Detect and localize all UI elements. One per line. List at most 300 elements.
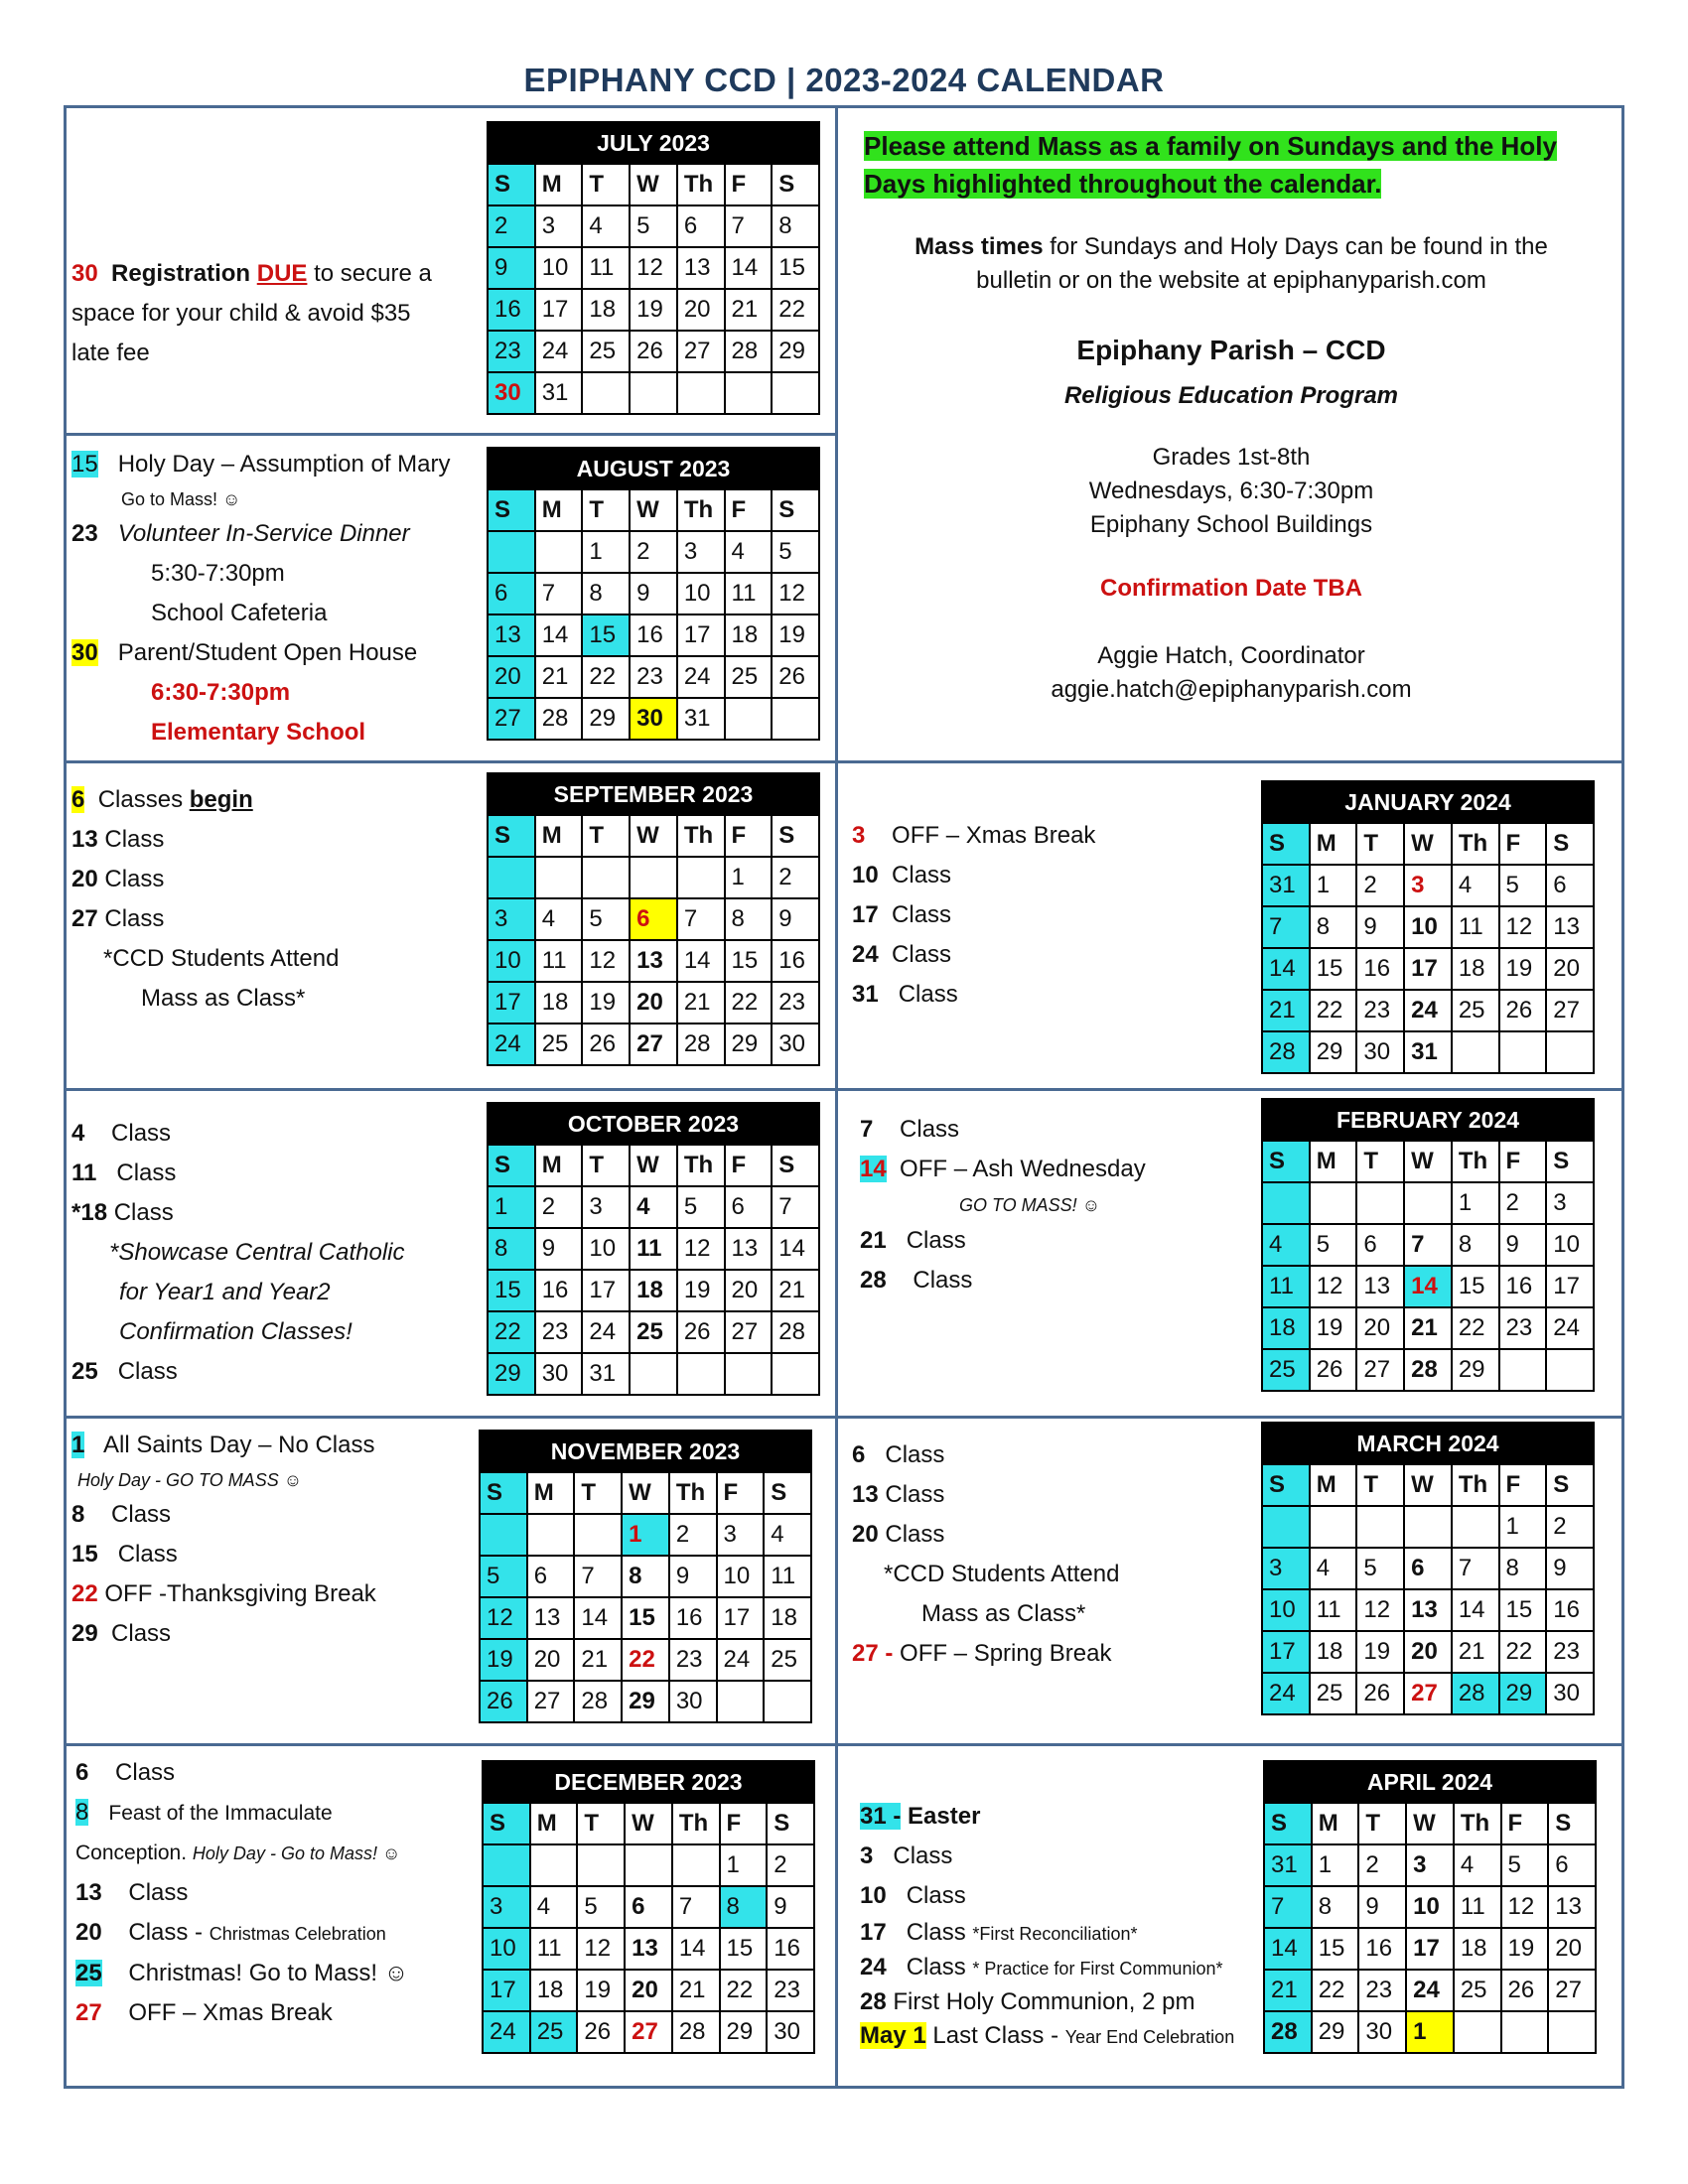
note-date: 31	[852, 981, 879, 1008]
calendar-day: 26	[480, 1681, 527, 1722]
info-banner-wrap	[864, 127, 1579, 203]
calendar-day: 16	[1546, 1589, 1594, 1631]
calendar-blank	[772, 1353, 819, 1395]
note-text: *Showcase Central Catholic	[109, 1239, 405, 1266]
weekday-label: S	[1546, 823, 1594, 865]
note-date: 27	[71, 905, 98, 932]
calendar-day: 28	[1262, 1031, 1310, 1073]
calendar-day: 13	[630, 940, 677, 982]
weekday-label: W	[625, 1803, 672, 1844]
calendar-day: 22	[772, 289, 819, 331]
calendar-day: 1	[1406, 2011, 1454, 2053]
calendar-day: 11	[530, 1928, 578, 1970]
weekday-label: W	[1404, 1141, 1452, 1182]
weekday-label: T	[582, 164, 630, 205]
calendar-blank	[1454, 2011, 1501, 2053]
weekday-label: M	[535, 1145, 583, 1186]
calendar-day: 14	[672, 1928, 720, 1970]
note-text: Class	[111, 1501, 172, 1528]
weekday-label: Th	[672, 1803, 720, 1844]
note-text: Class	[885, 1481, 945, 1508]
calendar-day: 18	[535, 982, 583, 1024]
note-text: Elementary School	[151, 719, 366, 746]
weekday-label: T	[582, 489, 630, 531]
calendar-august-2023	[487, 447, 820, 741]
calendar-blank	[725, 698, 773, 740]
note-text: All Saints Day – No Class	[103, 1432, 375, 1458]
calendar-day: 28	[1404, 1349, 1452, 1391]
calendar-day: 24	[483, 2011, 530, 2053]
weekday-label: W	[630, 164, 677, 205]
calendar-day: 13	[488, 614, 535, 656]
calendar-day: 21	[1262, 990, 1310, 1031]
note-text: Class	[906, 1227, 966, 1254]
calendar-day: 29	[772, 331, 819, 372]
calendar-blank	[630, 857, 677, 898]
note-text: *CCD Students Attend	[884, 1561, 1120, 1587]
calendar-day: 19	[577, 1970, 625, 2011]
calendar-day: 2	[1546, 1506, 1594, 1548]
note-text: OFF – Ash Wednesday	[900, 1156, 1146, 1182]
notes-december	[75, 1753, 408, 2033]
note-date: 20	[75, 1919, 102, 1946]
notes-august	[71, 445, 451, 752]
calendar-day: 21	[677, 982, 725, 1024]
calendar-day: 26	[772, 656, 819, 698]
weekday-label: Th	[1452, 1141, 1499, 1182]
note-date: 13	[75, 1879, 102, 1906]
note-date: 10	[860, 1882, 887, 1909]
calendar-day: 26	[630, 331, 677, 372]
calendar-day: 30	[1358, 2011, 1406, 2053]
weekday-label: F	[725, 164, 773, 205]
weekday-label: M	[535, 815, 583, 857]
calendar-day: 23	[630, 656, 677, 698]
calendar-day: 24	[1404, 990, 1452, 1031]
note-text: Year End Celebration	[1064, 2027, 1235, 2047]
calendar-day: 13	[1546, 906, 1594, 948]
note-text: First Holy Communion, 2 pm	[893, 1988, 1196, 2015]
calendar-day: 30	[1546, 1673, 1594, 1714]
calendar-day: 15	[772, 247, 819, 289]
calendar-day: 1	[1452, 1182, 1499, 1224]
note-text: Class	[116, 1160, 177, 1186]
note-date: 11	[71, 1160, 97, 1186]
note-text: GO TO MASS! ☺	[959, 1195, 1101, 1215]
calendar-day: 12	[577, 1928, 625, 1970]
note-date: 4	[71, 1120, 85, 1147]
calendar-day: 22	[1499, 1631, 1547, 1673]
note-text: *First Reconciliation*	[972, 1924, 1138, 1944]
calendar-day: 16	[1358, 1928, 1406, 1970]
calendar-day: 1	[1499, 1506, 1547, 1548]
calendar-day: 14	[1404, 1266, 1452, 1307]
calendar-blank	[1499, 1031, 1547, 1073]
calendar-day: 21	[535, 656, 583, 698]
month-header: SEPTEMBER 2023	[488, 773, 819, 815]
calendar-day: 4	[582, 205, 630, 247]
calendar-day: 20	[527, 1639, 575, 1681]
weekday-label: S	[480, 1472, 527, 1514]
coordinator: Aggie Hatch, Coordinator	[1097, 642, 1365, 669]
calendar-day: 21	[574, 1639, 622, 1681]
calendar-day: 8	[488, 1228, 535, 1270]
weekday-label: S	[488, 1145, 535, 1186]
calendar-blank	[488, 857, 535, 898]
weekday-label: S	[1546, 1141, 1594, 1182]
calendar-day: 21	[1404, 1307, 1452, 1349]
calendar-day: 7	[725, 205, 773, 247]
calendar-day: 3	[488, 898, 535, 940]
calendar-day: 15	[1499, 1589, 1547, 1631]
calendar-day: 5	[1310, 1224, 1357, 1266]
weekday-label: S	[488, 164, 535, 205]
calendar-day: 28	[725, 331, 773, 372]
note-date: *18	[71, 1199, 108, 1226]
calendar-blank	[582, 372, 630, 414]
calendar-day: 13	[1548, 1886, 1596, 1928]
calendar-day: 11	[630, 1228, 677, 1270]
note-date: 28	[860, 1267, 887, 1294]
note-date: 13	[852, 1481, 879, 1508]
calendar-day: 2	[488, 205, 535, 247]
notes-january	[852, 816, 1095, 1015]
calendar-day: 24	[717, 1639, 765, 1681]
weekday-label: Th	[677, 489, 725, 531]
calendar-day: 19	[480, 1639, 527, 1681]
calendar-day: 25	[1310, 1673, 1357, 1714]
calendar-day: 18	[764, 1597, 811, 1639]
calendar-day: 22	[1452, 1307, 1499, 1349]
calendar-day: 14	[1262, 948, 1310, 990]
calendar-day: 4	[725, 531, 773, 573]
weekday-label: M	[535, 489, 583, 531]
calendar-day: 12	[772, 573, 819, 614]
calendar-day: 2	[1356, 865, 1404, 906]
calendar-day: 26	[677, 1311, 725, 1353]
calendar-day: 21	[672, 1970, 720, 2011]
note-text: Holy Day - Go to Mass! ☺	[192, 1843, 401, 1863]
note-text: Class	[104, 905, 165, 932]
calendar-day: 9	[488, 247, 535, 289]
calendar-day: 7	[574, 1556, 622, 1597]
calendar-day: 26	[1356, 1673, 1404, 1714]
calendar-day: 16	[1356, 948, 1404, 990]
note-text: Conception.	[75, 1842, 193, 1864]
calendar-day: 14	[1452, 1589, 1499, 1631]
calendar-day: 9	[535, 1228, 583, 1270]
calendar-day: 19	[677, 1270, 725, 1311]
calendar-day: 30	[772, 1024, 819, 1065]
calendar-day: 3	[677, 531, 725, 573]
notes-october	[71, 1114, 404, 1392]
program-name: Religious Education Program	[1063, 382, 1399, 409]
weekday-label: F	[1499, 1464, 1547, 1506]
calendar-day: 21	[772, 1270, 819, 1311]
calendar-day: 5	[1499, 865, 1547, 906]
weekday-label: Th	[677, 1145, 725, 1186]
calendar-blank	[577, 1844, 625, 1886]
calendar-day: 9	[630, 573, 677, 614]
calendar-day: 15	[1452, 1266, 1499, 1307]
calendar-day: 12	[1356, 1589, 1404, 1631]
weekday-label: S	[764, 1472, 811, 1514]
calendar-day: 17	[535, 289, 583, 331]
calendar-blank	[1546, 1349, 1594, 1391]
calendar-blank	[725, 372, 773, 414]
note-text: Class	[898, 981, 958, 1008]
calendar-day: 1	[720, 1844, 768, 1886]
calendar-day: 26	[577, 2011, 625, 2053]
note-text: Class	[892, 901, 952, 928]
note-text: Class	[104, 866, 165, 892]
calendar-day: 7	[1404, 1224, 1452, 1266]
month-header: JANUARY 2024	[1262, 781, 1594, 823]
calendar-day: 14	[725, 247, 773, 289]
calendar-day: 27	[1546, 990, 1594, 1031]
note-date: 14	[860, 1156, 887, 1182]
calendar-day: 23	[535, 1311, 583, 1353]
location: Epiphany School Buildings	[1089, 511, 1373, 538]
calendar-day: 27	[1356, 1349, 1404, 1391]
calendar-day: 22	[1310, 990, 1357, 1031]
calendar-day: 2	[1358, 1844, 1406, 1886]
calendar-day: 19	[582, 982, 630, 1024]
calendar-day: 18	[1310, 1631, 1357, 1673]
weekday-label: T	[1358, 1803, 1406, 1844]
note-date: 8	[75, 1799, 89, 1826]
note-text: Class	[892, 941, 952, 968]
calendar-blank	[677, 857, 725, 898]
note-text: Volunteer In-Service Dinner	[117, 520, 410, 547]
notes-march	[852, 1435, 1119, 1674]
weekday-label: S	[488, 489, 535, 531]
calendar-day: 18	[630, 1270, 677, 1311]
grades: Grades 1st-8th	[1152, 444, 1311, 471]
calendar-day: 13	[625, 1928, 672, 1970]
weekday-label: S	[1262, 823, 1310, 865]
note-text: Holy Day – Assumption of Mary	[117, 451, 451, 478]
note-date: 29	[71, 1620, 98, 1647]
calendar-day: 17	[582, 1270, 630, 1311]
calendar-day: 9	[772, 898, 819, 940]
calendar-day: 13	[725, 1228, 773, 1270]
calendar-day: 3	[1406, 1844, 1454, 1886]
calendar-day: 17	[1406, 1928, 1454, 1970]
calendar-day: 3	[1546, 1182, 1594, 1224]
calendar-day: 11	[764, 1556, 811, 1597]
calendar-day: 28	[1452, 1673, 1499, 1714]
note-text: Class	[900, 1116, 960, 1143]
calendar-day: 30	[767, 2011, 814, 2053]
weekday-label: M	[535, 164, 583, 205]
calendar-january-2024	[1261, 780, 1595, 1074]
coordinator-email: aggie.hatch@epiphanyparish.com	[1051, 676, 1412, 703]
calendar-day: 27	[677, 331, 725, 372]
notes-november	[71, 1426, 376, 1654]
notes-april	[860, 1797, 1234, 2054]
calendar-day: 8	[720, 1886, 768, 1928]
calendar-day: 10	[488, 940, 535, 982]
note-text: Christmas! Go to Mass! ☺	[128, 1960, 409, 1986]
calendar-day: 4	[1310, 1548, 1357, 1589]
calendar-day: 18	[1452, 948, 1499, 990]
calendar-blank	[530, 1844, 578, 1886]
calendar-day: 10	[535, 247, 583, 289]
calendar-day: 22	[582, 656, 630, 698]
note-date: 22	[71, 1580, 98, 1607]
note-text: for Year1 and Year2	[119, 1279, 331, 1305]
note-text: Mass as Class*	[141, 985, 306, 1012]
calendar-day: 20	[1546, 948, 1594, 990]
note-text: Class	[111, 1120, 172, 1147]
confirmation-note: Confirmation Date TBA	[1100, 575, 1362, 602]
calendar-day: 29	[582, 698, 630, 740]
calendar-day: 4	[764, 1514, 811, 1556]
calendar-blank	[483, 1844, 530, 1886]
calendar-day: 26	[1310, 1349, 1357, 1391]
calendar-blank	[582, 857, 630, 898]
calendar-day: 7	[672, 1886, 720, 1928]
calendar-day: 15	[582, 614, 630, 656]
calendar-blank	[764, 1681, 811, 1722]
calendar-day: 17	[717, 1597, 765, 1639]
calendar-blank	[630, 372, 677, 414]
calendar-day: 16	[669, 1597, 717, 1639]
calendar-day: 24	[488, 1024, 535, 1065]
calendar-day: 28	[772, 1311, 819, 1353]
note-text: Class	[128, 1879, 189, 1906]
calendar-day: 9	[1499, 1224, 1547, 1266]
calendar-day: 12	[582, 940, 630, 982]
calendar-december-2023	[482, 1760, 815, 2054]
calendar-day: 12	[1310, 1266, 1357, 1307]
calendar-day: 23	[1546, 1631, 1594, 1673]
weekday-label: F	[717, 1472, 765, 1514]
calendar-day: 16	[767, 1928, 814, 1970]
calendar-day: 5	[1356, 1548, 1404, 1589]
calendar-day: 28	[574, 1681, 622, 1722]
weekday-label: T	[1356, 1464, 1404, 1506]
calendar-day: 27	[1548, 1970, 1596, 2011]
calendar-blank	[1310, 1182, 1357, 1224]
calendar-day: 18	[725, 614, 773, 656]
weekday-label: W	[622, 1472, 669, 1514]
calendar-day: 15	[725, 940, 773, 982]
calendar-day: 1	[488, 1186, 535, 1228]
note-date: 3	[852, 822, 866, 849]
note-text: Last Class -	[925, 2022, 1065, 2049]
calendar-day: 29	[1312, 2011, 1359, 2053]
calendar-day: 5	[1501, 1844, 1549, 1886]
calendar-day: 24	[582, 1311, 630, 1353]
calendar-day: 31	[1404, 1031, 1452, 1073]
calendar-day: 29	[1499, 1673, 1547, 1714]
note-text: Class	[117, 1541, 178, 1568]
calendar-day: 7	[772, 1186, 819, 1228]
note-text: OFF – Xmas Break	[128, 1999, 333, 2026]
calendar-day: 30	[1356, 1031, 1404, 1073]
calendar-day: 23	[1499, 1307, 1547, 1349]
calendar-day: 26	[1501, 1970, 1549, 2011]
calendar-blank	[1452, 1031, 1499, 1073]
calendar-day: 13	[527, 1597, 575, 1639]
calendar-blank	[725, 1353, 773, 1395]
weekday-label: S	[483, 1803, 530, 1844]
calendar-day: 11	[1262, 1266, 1310, 1307]
calendar-blank	[527, 1514, 575, 1556]
calendar-day: 11	[582, 247, 630, 289]
mass-times-label: Mass times	[914, 233, 1044, 260]
calendar-day: 25	[764, 1639, 811, 1681]
calendar-day: 29	[725, 1024, 773, 1065]
calendar-day: 30	[535, 1353, 583, 1395]
calendar-day: 25	[535, 1024, 583, 1065]
calendar-day: 8	[772, 205, 819, 247]
weekday-label: S	[772, 1145, 819, 1186]
note-date: 8	[71, 1501, 85, 1528]
calendar-day: 30	[488, 372, 535, 414]
calendar-day: 19	[1501, 1928, 1549, 1970]
calendar-day: 23	[772, 982, 819, 1024]
calendar-day: 5	[630, 205, 677, 247]
calendar-day: 15	[488, 1270, 535, 1311]
calendar-day: 15	[622, 1597, 669, 1639]
note-date: 17	[852, 901, 879, 928]
calendar-day: 14	[1264, 1928, 1312, 1970]
calendar-day: 16	[1499, 1266, 1547, 1307]
calendar-day: 22	[720, 1970, 768, 2011]
calendar-day: 8	[1499, 1548, 1547, 1589]
note-text: Class	[885, 1521, 945, 1548]
calendar-day: 6	[1404, 1548, 1452, 1589]
calendar-day: 6	[527, 1556, 575, 1597]
note-date: 30	[71, 260, 98, 287]
calendar-day: 20	[677, 289, 725, 331]
weekday-label: W	[630, 1145, 677, 1186]
calendar-day: 24	[1546, 1307, 1594, 1349]
calendar-day: 9	[1356, 906, 1404, 948]
note-date: 13	[71, 826, 98, 853]
calendar-day: 22	[622, 1639, 669, 1681]
calendar-day: 25	[1454, 1970, 1501, 2011]
calendar-day: 26	[1499, 990, 1547, 1031]
calendar-day: 14	[677, 940, 725, 982]
month-header: AUGUST 2023	[488, 448, 819, 489]
calendar-day: 18	[530, 1970, 578, 2011]
calendar-blank	[1548, 2011, 1596, 2053]
note-date: 28	[860, 1988, 887, 2015]
calendar-day: 29	[1310, 1031, 1357, 1073]
calendar-day: 2	[772, 857, 819, 898]
calendar-blank	[677, 372, 725, 414]
note-text: OFF – Xmas Break	[892, 822, 1096, 849]
calendar-day: 4	[1454, 1844, 1501, 1886]
calendar-day: 30	[669, 1681, 717, 1722]
note-text: Christmas Celebration	[209, 1924, 386, 1944]
weekday-label: F	[725, 1145, 773, 1186]
calendar-day: 3	[483, 1886, 530, 1928]
weekday-label: Th	[1452, 823, 1499, 865]
calendar-blank	[1262, 1506, 1310, 1548]
note-text: Class	[913, 1267, 973, 1294]
calendar-day: 19	[1499, 948, 1547, 990]
note-text: Easter	[901, 1803, 981, 1830]
calendar-day: 17	[1262, 1631, 1310, 1673]
calendar-day: 6	[1546, 865, 1594, 906]
calendar-blank	[480, 1514, 527, 1556]
calendar-day: 29	[720, 2011, 768, 2053]
